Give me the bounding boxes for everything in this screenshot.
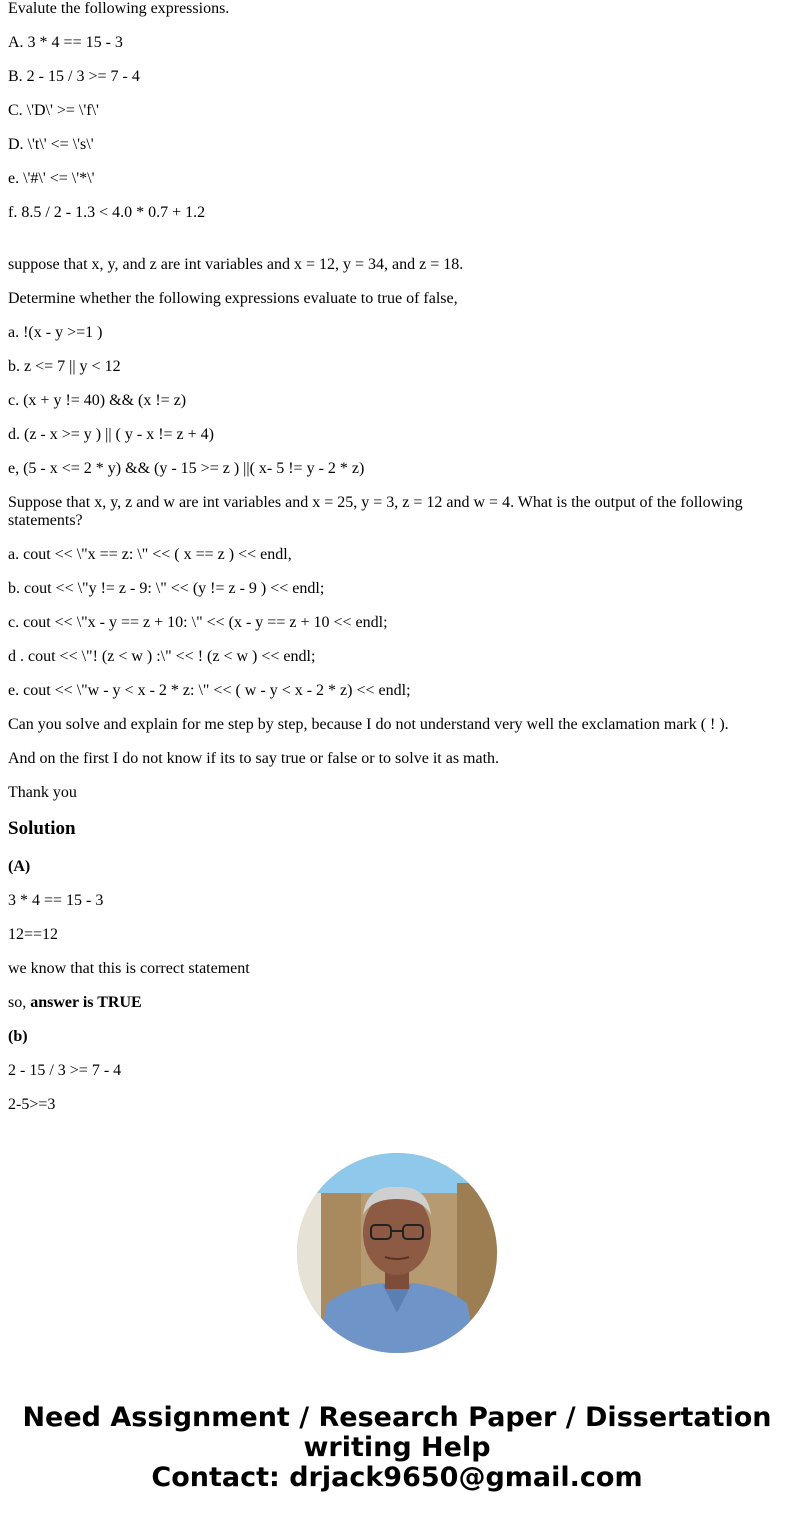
question-suppose-1: suppose that x, y, and z are int variables and x = 12, y = 34, and z = 18. [8,256,464,273]
question-item: c. (x + y != 40) && (x != z) [8,392,187,409]
solution-answer: answer is TRUE [30,994,142,1011]
question-item: B. 2 - 15 / 3 >= 7 - 4 [8,68,140,85]
question-item: f. 8.5 / 2 - 1.3 < 4.0 * 0.7 + 1.2 [8,204,206,221]
solution-note: we know that this is correct statement [8,960,250,977]
question-item: e. cout << \"w - y < x - 2 * z: \" << ( w - y < x - 2 * z) << endl; [8,682,411,699]
question-request-2: And on the first I do not know if its to say true or false or to solve it as math. [8,750,500,767]
solution-answer-line [8,994,778,1012]
question-item: b. cout << \"y != z - 9: \" << (y != z - 9 ) << endl; [8,580,325,597]
solution-step: 12==12 [8,926,59,943]
question-suppose-2: Suppose that x, y, z and w are int variables and x = 25, y = 3, z = 12 and w = 4. What is the output of the following statements? [8,494,743,529]
solution-step: 2-5>=3 [8,1096,56,1113]
question-item: e. \'#\' <= \'*\' [8,170,95,187]
solution-part-label: (A) [8,858,31,875]
question-item: A. 3 * 4 == 15 - 3 [8,34,123,51]
question-determine: Determine whether the following expressions evaluate to true of false, [8,290,458,307]
question-item: C. \'D\' >= \'f\' [8,102,99,119]
solution-so: so, [8,994,27,1011]
author-avatar [297,1153,497,1353]
contact-banner [0,1403,794,1493]
question-item: c. cout << \"x - y == z + 10: \" << (x - y == z + 10 << endl; [8,614,388,631]
banner-line: writing Help [303,1432,491,1463]
solution-heading: Solution [8,818,76,839]
question-item: d . cout << \"! (z < w ) :\" << ! (z < w ) << endl; [8,648,316,665]
document-body [8,0,778,1130]
question-request: Can you solve and explain for me step by step, because I do not understand very well the exclamation mark ( ! ). [8,716,729,733]
question-item: d. (z - x >= y ) || ( y - x != z + 4) [8,426,214,443]
question-thanks: Thank you [8,784,77,801]
solution-expression: 3 * 4 == 15 - 3 [8,892,104,909]
portrait-image [297,1153,497,1353]
question-item: b. z <= 7 || y < 12 [8,358,121,375]
question-item: a. cout << \"x == z: \" << ( x == z ) << endl, [8,546,292,563]
question-intro: Evalute the following expressions. [8,0,230,17]
question-item: e, (5 - x <= 2 * y) && (y - 15 >= z ) ||( x- 5 != y - 2 * z) [8,460,365,477]
question-item: D. \'t\' <= \'s\' [8,136,94,153]
solution-part-label: (b) [8,1028,28,1045]
contact-email: Contact: drjack9650@gmail.com [151,1462,643,1493]
banner-line: Need Assignment / Research Paper / Dissertation [22,1402,772,1433]
solution-expression: 2 - 15 / 3 >= 7 - 4 [8,1062,122,1079]
question-item: a. !(x - y >=1 ) [8,324,103,341]
